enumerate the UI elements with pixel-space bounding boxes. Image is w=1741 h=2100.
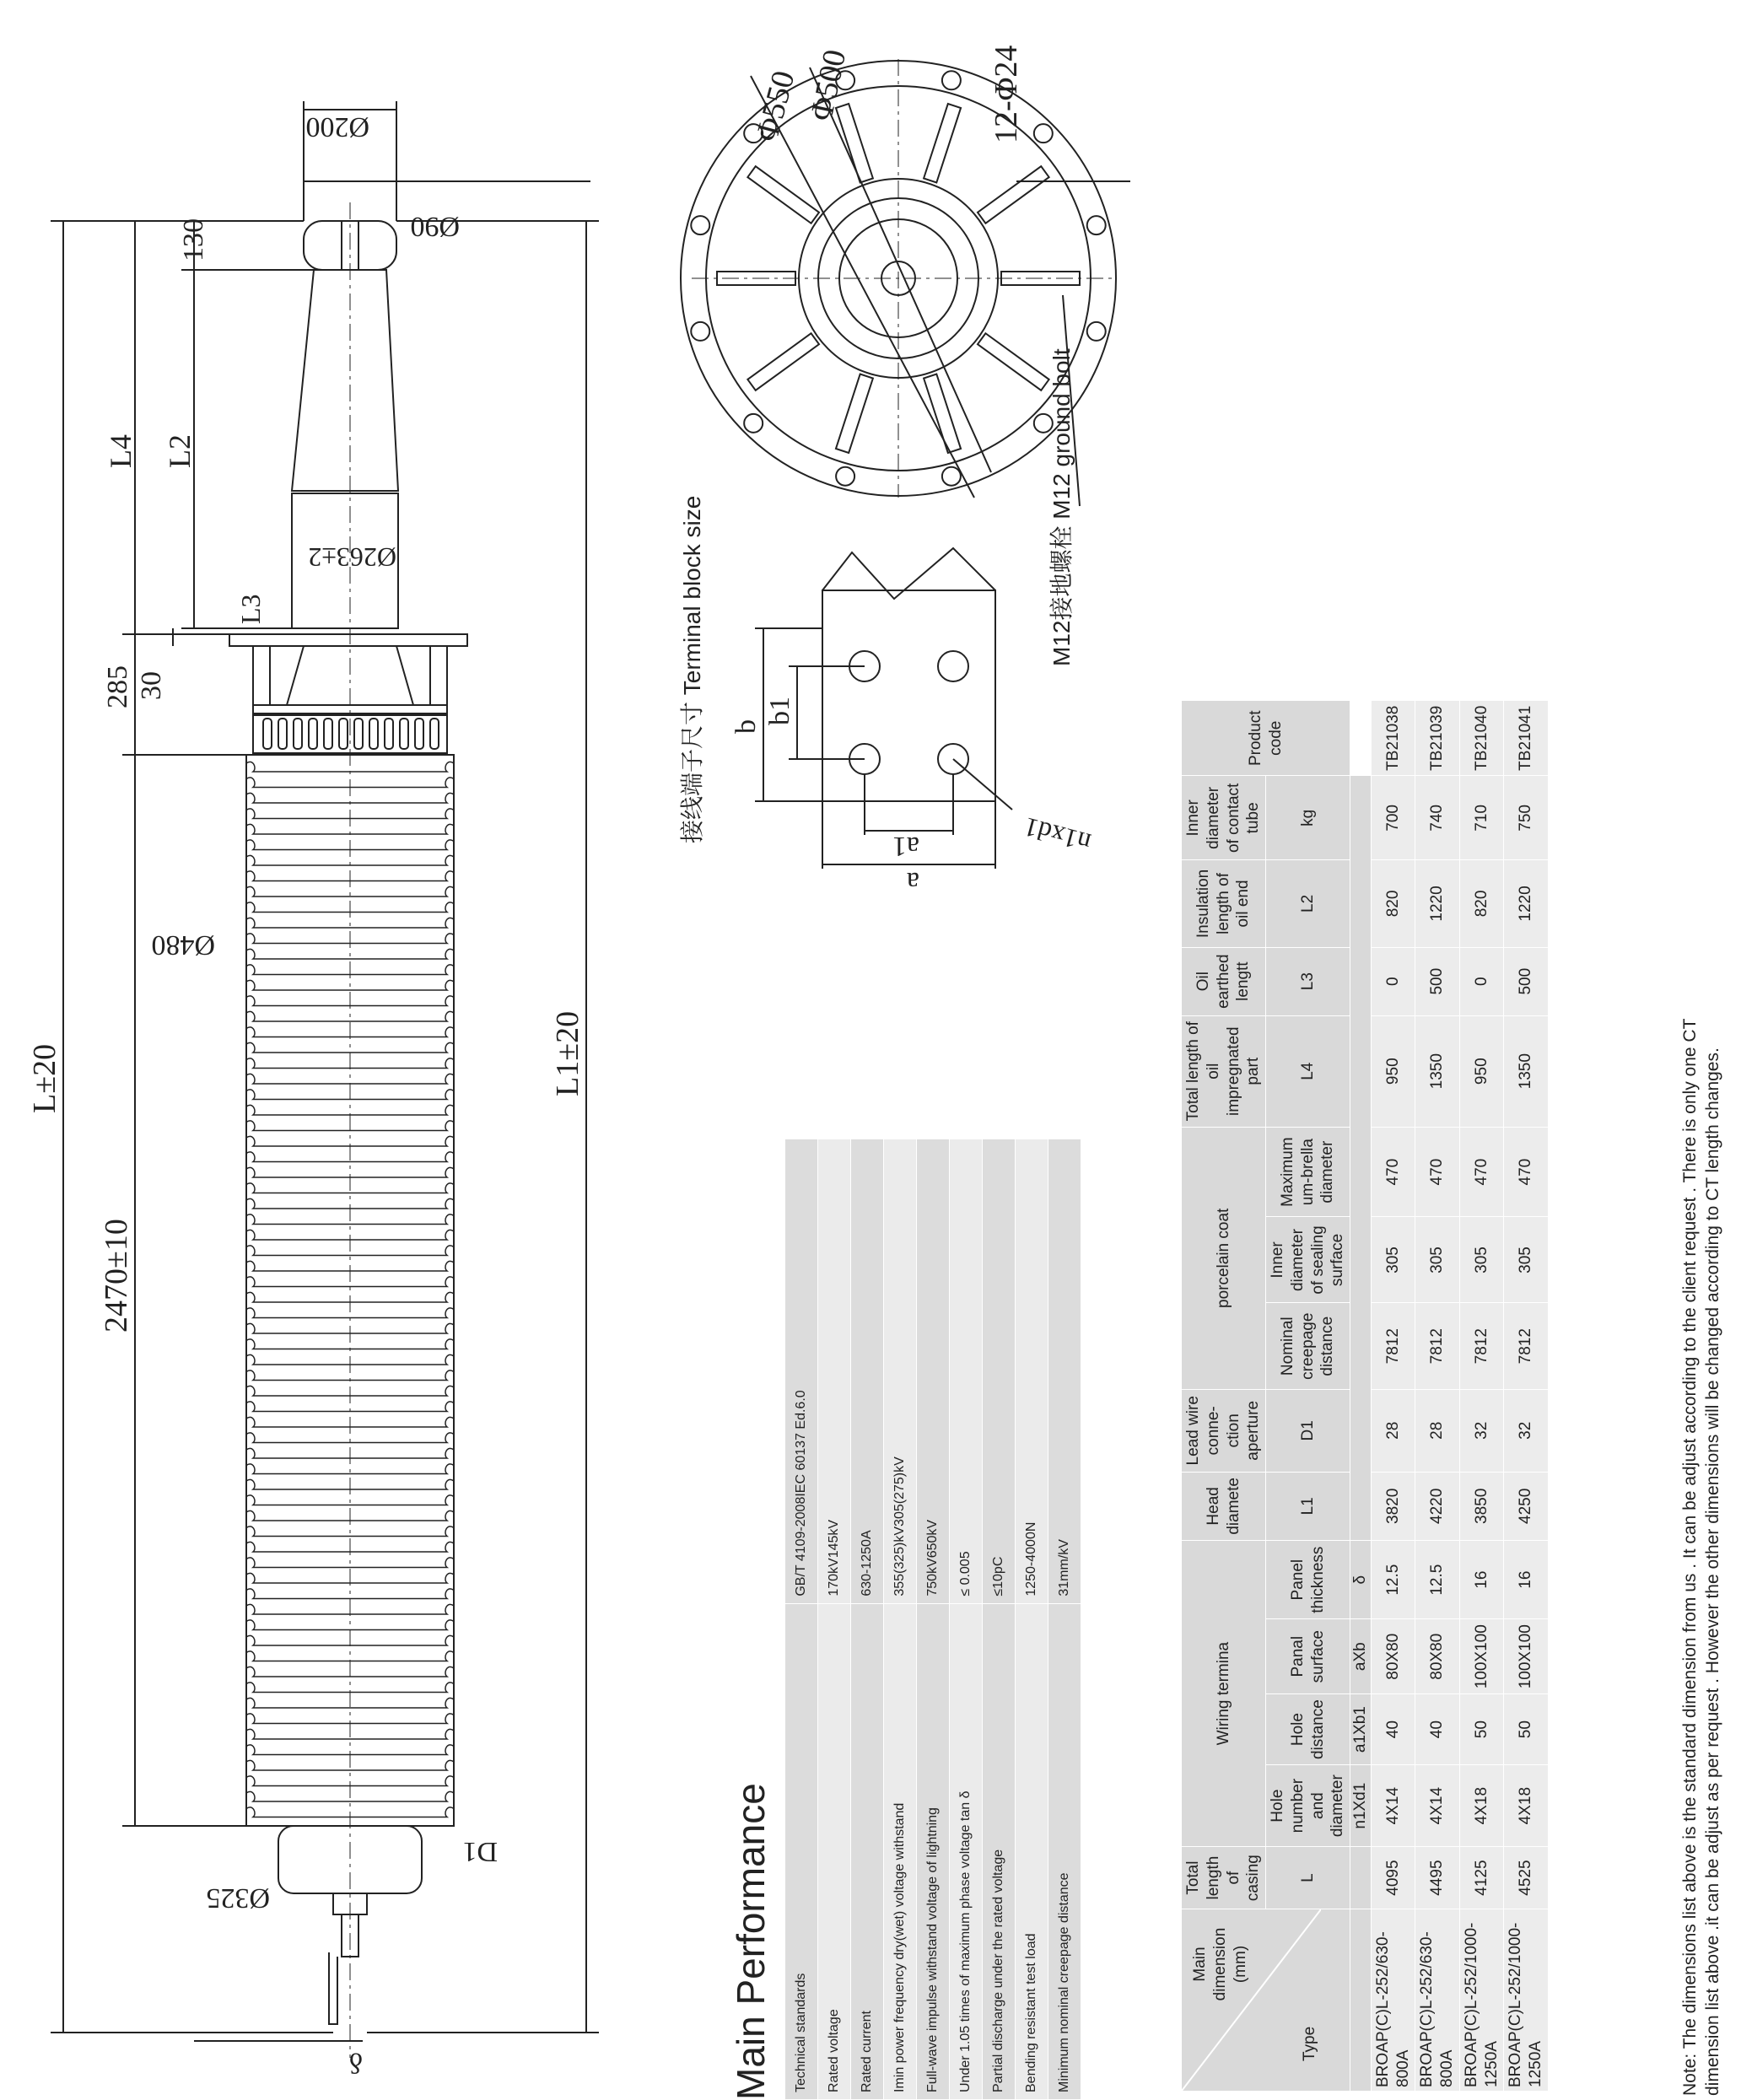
dimensions-section: [1181, 700, 1653, 2092]
col-total-length: Total length of casing: [1182, 1847, 1266, 1909]
cell-n1d1: 4X18: [1504, 1765, 1549, 1847]
performance-value: ≤ 0.005: [950, 1139, 983, 1604]
flange-rib: [836, 374, 873, 453]
header-row-3: [1350, 701, 1372, 2092]
table-row: [1371, 701, 1415, 2092]
cell-delta: 16: [1459, 1541, 1504, 1619]
cell-seal: 305: [1415, 1217, 1460, 1303]
ct-rib: [278, 719, 287, 749]
sym-hole-distance: a1Xb1: [1351, 1706, 1369, 1753]
performance-row: [818, 1139, 851, 2100]
performance-label: Full-wave impulse withstand voltage of lightning: [917, 1603, 950, 2099]
col-lead-wire: Lead wire conne-ction aperture: [1182, 1389, 1266, 1472]
col-panel-thickness: Panel thickness: [1266, 1541, 1350, 1619]
note-line-1: Note: The dimensions list above is the standard dimension from us . It can be adjust according to the client request . There is only one CT: [1680, 1018, 1700, 2096]
bolt-hole: [836, 467, 854, 486]
performance-label: Under 1.05 times of maximum phase voltage tan δ: [950, 1603, 983, 2099]
cell-type: BROAP(C)L-252/1000-1250A: [1459, 1909, 1504, 2092]
table-corner-cell: [1182, 1909, 1350, 2092]
cell-code: TB21041: [1504, 701, 1549, 777]
ct-rib: [415, 719, 423, 749]
col-contact: Inner diameter of contact tube: [1182, 776, 1266, 860]
cell-L2: 820: [1371, 860, 1415, 947]
corner-bottom-label: Type: [1301, 2026, 1319, 2061]
cell-a1b1: 50: [1504, 1694, 1549, 1765]
performance-row: [983, 1139, 1016, 2100]
flange-rib: [836, 104, 873, 182]
cell-L4: 950: [1459, 1015, 1504, 1127]
cell-L: 4525: [1504, 1847, 1549, 1909]
cell-L: 4095: [1371, 1847, 1415, 1909]
dim-n1xd1: n1xd1: [1021, 811, 1094, 859]
performance-value: 31mm/kV: [1048, 1139, 1081, 1604]
cell-L3: 500: [1415, 947, 1460, 1015]
flange-rib: [747, 166, 819, 223]
dim-L: L±20: [27, 1043, 62, 1113]
sym-panal-surface: aXb: [1351, 1642, 1369, 1672]
cell-L3: 0: [1371, 947, 1415, 1015]
dim-L4: L4: [104, 434, 137, 468]
cell-L3: 500: [1504, 947, 1549, 1015]
cell-a1b1: 50: [1459, 1694, 1504, 1765]
col-oil-earthed: Oil earthed lengtt: [1182, 947, 1266, 1015]
cell-creep: 7812: [1415, 1303, 1460, 1389]
bolt-hole: [744, 414, 763, 433]
cell-L1: 3850: [1459, 1472, 1504, 1540]
cell-type: BROAP(C)L-252/1000-1250A: [1504, 1909, 1549, 2092]
col-umbrella: Maximum um-brella diameter: [1266, 1127, 1350, 1217]
ct-rib: [339, 719, 348, 749]
cell-delta: 16: [1504, 1541, 1549, 1619]
performance-label: Technical standards: [785, 1603, 818, 2099]
performance-row: [1016, 1139, 1048, 2100]
cell-ab: 100X100: [1504, 1619, 1549, 1694]
ct-rib: [385, 719, 393, 749]
group-wiring-label: Wiring termina: [1214, 1641, 1232, 1746]
ct-rib: [400, 719, 408, 749]
col-insulation: Insulation length of oil end: [1182, 860, 1266, 947]
dim-d263: Ø263±2: [308, 542, 396, 573]
cell-code: TB21040: [1459, 701, 1504, 777]
performance-row: [785, 1139, 818, 2100]
cell-seal: 305: [1371, 1217, 1415, 1303]
performance-value: 1250-4000N: [1016, 1139, 1048, 1604]
cell-D1: 32: [1504, 1389, 1549, 1472]
dim-d200: Ø200: [305, 111, 369, 143]
ground-bolt-label: M12接地螺栓 M12 ground bolt: [1048, 348, 1075, 666]
cell-L: 4125: [1459, 1847, 1504, 1909]
sym-insulation: L2: [1266, 860, 1350, 947]
cell-L2: 820: [1459, 860, 1504, 947]
cell-kg: 750: [1504, 776, 1549, 860]
cell-D1: 28: [1415, 1389, 1460, 1472]
dim-phi550: Φ550: [749, 67, 802, 146]
col-oil-total: Total length of oil impregnated part: [1182, 1015, 1266, 1127]
dim-a: a: [906, 866, 919, 897]
performance-row: [851, 1139, 884, 2100]
performance-value: 170kV145kV: [818, 1139, 851, 1604]
cell-umb: 470: [1415, 1127, 1460, 1217]
performance-value: ≤10pC: [983, 1139, 1016, 1604]
main-performance-section: [725, 1139, 1113, 2100]
table-row: [1415, 701, 1460, 2092]
header-row-2: [1266, 701, 1350, 2092]
ct-rib: [430, 719, 439, 749]
cell-kg: 710: [1459, 776, 1504, 860]
cell-L1: 4250: [1504, 1472, 1549, 1540]
col-inner-seal: Inner diameter of sealing surface: [1266, 1217, 1350, 1303]
cell-umb: 470: [1459, 1127, 1504, 1217]
cell-kg: 700: [1371, 776, 1415, 860]
dim-d285: 285: [102, 665, 133, 708]
bolt-hole: [691, 322, 709, 341]
performance-label: Bending resistant test load: [1016, 1603, 1048, 2099]
dim-L1: L1±20: [550, 1010, 585, 1096]
col-product-code: Product code: [1182, 701, 1350, 777]
dim-d90: Ø90: [410, 211, 460, 242]
performance-label: Rated voltage: [818, 1603, 851, 2099]
performance-value: GB/T 4109-2008IEC 60137 Ed.6.0: [785, 1139, 818, 1604]
cell-L: 4495: [1415, 1847, 1460, 1909]
cell-seal: 305: [1459, 1217, 1504, 1303]
cell-delta: 12.5: [1415, 1541, 1460, 1619]
flange-rib: [924, 104, 961, 182]
col-panal-surface: Panal surface: [1266, 1619, 1350, 1694]
dim-a1: a1: [892, 831, 919, 862]
bolt-hole: [1087, 216, 1106, 234]
bolt-hole: [1034, 124, 1053, 143]
cell-L4: 1350: [1504, 1015, 1549, 1127]
performance-value: 355(325)kV305(275)kV: [884, 1139, 917, 1604]
dim-delta: δ: [348, 2047, 363, 2078]
ct-rib: [369, 719, 378, 749]
cell-n1d1: 4X14: [1371, 1765, 1415, 1847]
dim-bolts: 12-Φ24: [989, 45, 1024, 143]
cell-ab: 100X100: [1459, 1619, 1504, 1694]
performance-row: [1048, 1139, 1081, 2100]
sym-oil-earthed: L3: [1266, 947, 1350, 1015]
cell-D1: 32: [1459, 1389, 1504, 1472]
cell-a1b1: 40: [1415, 1694, 1460, 1765]
corner-top-label: Main dimension (mm): [1191, 1927, 1249, 2001]
cell-type: BROAP(C)L-252/630-800A: [1371, 1909, 1415, 2092]
group-porcelain-coat: porcelain coat: [1182, 1127, 1266, 1389]
sym-oil-total: L4: [1266, 1015, 1350, 1127]
main-performance-table: [784, 1139, 1081, 2100]
cell-code: TB21039: [1415, 701, 1460, 777]
table-row: [1459, 701, 1504, 2092]
sym-panel-thickness: δ: [1351, 1575, 1369, 1585]
cell-L2: 1220: [1415, 860, 1460, 947]
performance-row: [950, 1139, 983, 2100]
flange-rib: [978, 166, 1049, 223]
flange-rib: [747, 333, 819, 390]
cell-umb: 470: [1504, 1127, 1549, 1217]
header-row-1: [1182, 701, 1266, 2092]
cell-L4: 1350: [1415, 1015, 1460, 1127]
performance-row: [884, 1139, 917, 2100]
cell-umb: 470: [1371, 1127, 1415, 1217]
dim-b1: b1: [764, 697, 795, 725]
dim-L3: L3: [235, 594, 266, 624]
col-creepage: Nominal creepage distance: [1266, 1303, 1350, 1389]
sym-lead: D1: [1266, 1389, 1350, 1472]
performance-value: 630-1250A: [851, 1139, 884, 1604]
bolt-hole: [1087, 322, 1106, 341]
cell-a1b1: 40: [1371, 1694, 1415, 1765]
flange-rib: [978, 333, 1049, 390]
dim-L2: L2: [163, 434, 197, 468]
sym-contact: kg: [1266, 776, 1350, 860]
cell-creep: 7812: [1459, 1303, 1504, 1389]
cell-L1: 3820: [1371, 1472, 1415, 1540]
dim-d325: Ø325: [206, 1882, 270, 1914]
dim-D1: D1: [462, 1836, 498, 1867]
ct-rib: [263, 719, 272, 749]
performance-label: Partial discharge under the rated voltage: [983, 1603, 1016, 2099]
cell-L4: 950: [1371, 1015, 1415, 1127]
cell-delta: 12.5: [1371, 1541, 1415, 1619]
cell-L2: 1220: [1504, 860, 1549, 947]
note-line-2: dimension list above .it can be adjust as per request . However the other dimensions will be changed according to CT length changes.: [1703, 1047, 1722, 2096]
ct-rib: [309, 719, 317, 749]
dimensions-table: [1181, 700, 1549, 2092]
cell-seal: 305: [1504, 1217, 1549, 1303]
bolt-hole: [942, 71, 961, 89]
cell-L3: 0: [1459, 947, 1504, 1015]
performance-label: Rated current: [851, 1603, 884, 2099]
cell-kg: 740: [1415, 776, 1460, 860]
dim-d480: Ø480: [151, 929, 215, 961]
cell-creep: 7812: [1371, 1303, 1415, 1389]
terminal-block-label: 接线端子尺寸 Terminal block size: [679, 495, 705, 843]
bolt-hole: [691, 216, 709, 234]
cell-code: TB21038: [1371, 701, 1415, 777]
cell-type: BROAP(C)L-252/630-800A: [1415, 1909, 1460, 2092]
dim-b: b: [730, 719, 762, 734]
col-hole-distance: Hole distance: [1266, 1694, 1350, 1765]
dimensions-note: [1679, 746, 1724, 2096]
bolt-hole: [942, 467, 961, 486]
sym-head: L1: [1266, 1472, 1350, 1540]
cell-n1d1: 4X18: [1459, 1765, 1504, 1847]
ct-rib: [354, 719, 363, 749]
performance-value: 750kV650kV: [917, 1139, 950, 1604]
cell-ab: 80X80: [1415, 1619, 1460, 1694]
dim-d30: 30: [136, 671, 167, 700]
dim-2470: 2470±10: [99, 1219, 134, 1333]
main-performance-title: Main Performance: [729, 1783, 773, 2100]
ct-rib: [294, 719, 302, 749]
sym-total-length: L: [1266, 1847, 1350, 1909]
dim-phi500: Φ500: [803, 46, 854, 124]
col-head-diamete: Head diamete: [1182, 1472, 1266, 1540]
sym-hole-number: n1Xd1: [1351, 1782, 1369, 1829]
cell-ab: 80X80: [1371, 1619, 1415, 1694]
performance-row: [917, 1139, 950, 2100]
cell-n1d1: 4X14: [1415, 1765, 1460, 1847]
table-row: [1504, 701, 1549, 2092]
cell-D1: 28: [1371, 1389, 1415, 1472]
dim-d130: 130: [178, 218, 209, 261]
performance-label: Minimum nominal creepage distance: [1048, 1603, 1081, 2099]
col-hole-number: Hole number and diameter: [1266, 1765, 1350, 1847]
cell-creep: 7812: [1504, 1303, 1549, 1389]
ct-rib: [324, 719, 332, 749]
cell-L1: 4220: [1415, 1472, 1460, 1540]
performance-label: Imin power frequency dry(wet) voltage withstand: [884, 1603, 917, 2099]
group-wiring-termina: [1182, 1541, 1266, 1847]
